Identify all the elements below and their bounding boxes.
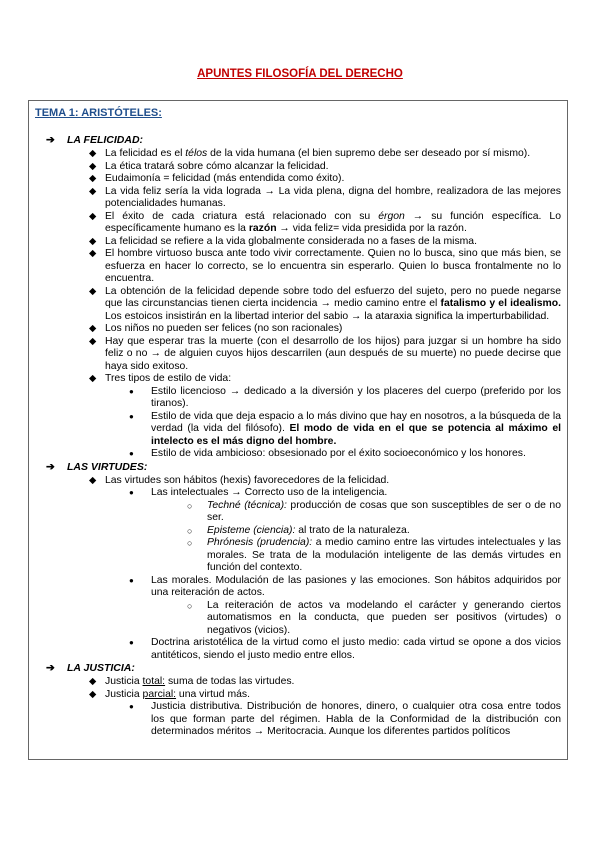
list-item: ◆ La ética tratará sobre cómo alcanzar la felicidad. (105, 161, 561, 174)
list-item: ◆ El éxito de cada criatura está relacionado con su érgon → su función específica. Lo específicamente humano es la razón → vida feliz= vida presidida por la razón. (105, 211, 561, 236)
sub-item: ● Estilo de vida ambicioso: obsesionado por el éxito socioeconómico y los honores. (151, 448, 561, 461)
sub-item: ● Doctrina aristotélica de la virtud como el justo medio: cada virtud se opone a dos vicios antitéticos, siendo el justo medio entre ellos. (151, 637, 561, 662)
list-item: ◆ El hombre virtuoso busca ante todo vivir correctamente. Quien no lo busca, sino que más bien, se esfuerza en hacer lo correcto, se lo encuentra sin esperarlo. Quien lo busca frontalmente no lo encuentra. (105, 248, 561, 286)
sub-item: ● Las intelectuales → Correcto uso de la inteligencia. (151, 487, 561, 500)
sub-item: ● Estilo de vida que deja espacio a lo más divino que hay en nosotros, a la búsqueda de la verdad (la vida del filósofo). El modo de vida en el que se potencia al máximo el intelecto es el más digno del hombre. (151, 411, 561, 449)
arrow-icon: ➔ (46, 460, 55, 473)
list-item: ◆ Hay que esperar tras la muerte (con el desarrollo de los hijos) para juzgar si un hombre ha sido feliz o no → de alguien cuyos hijos descarrilen (aun después de su muerte) no puede decirse que haya sido exitoso. (105, 336, 561, 374)
page-title: APUNTES FILOSOFÍA DEL DERECHO (197, 68, 403, 80)
sub-sub-item: ○ La reiteración de actos va modelando el carácter y generando ciertos automatismos en la conducta, que pueden ser positivos (virtudes) o negativos (vicios). (207, 600, 561, 638)
sub-item: ● Las morales. Modulación de las pasiones y las emociones. Son hábitos adquiridos por una reiteración de actos. (151, 575, 561, 600)
list-item: ◆ Los niños no pueden ser felices (no son racionales) (105, 323, 561, 336)
section-felicidad: ➔ LA FELICIDAD: (46, 134, 144, 146)
list-item: ◆ La felicidad se refiere a la vida globalmente considerada no a fases de la misma. (105, 236, 561, 249)
sub-item: ● Justicia distributiva. Distribución de honores, dinero, o cualquier otra cosa entre todos los que forman parte del régimen. Habla de la Conformidad de la distribución con determinados méritos → Meritocracia. Aunque los diferentes partidos políticos (151, 701, 561, 739)
sub-sub-item: ○ Episteme (ciencia): al trato de la naturaleza. (207, 525, 561, 538)
sub-sub-item: ○ Phrónesis (prudencia): a medio camino entre las virtudes intelectuales y las morales. Se trata de la modulación inteligente de las demás virtudes en función del contexto. (207, 537, 561, 575)
list-item: ◆ Eudaimonía = felicidad (más entendida como éxito). (105, 173, 561, 186)
section-justicia: ➔ LA JUSTICIA: (46, 662, 135, 674)
list-item: ◆ La felicidad es el télos de la vida humana (el bien supremo debe ser deseado por sí mismo). (105, 148, 561, 161)
notes-box (28, 100, 568, 760)
list-item: ◆ Las virtudes son hábitos (hexis) favorecedores de la felicidad. (105, 475, 561, 488)
sub-item: ● Estilo licencioso → dedicado a la diversión y los placeres del cuerpo (preferido por los tiranos). (151, 386, 561, 411)
list-item: ◆ Justicia total: suma de todas las virtudes. (105, 676, 561, 689)
list-item: ◆ La obtención de la felicidad depende sobre todo del esfuerzo del sujeto, pero no puede negarse que las circunstancias tienen cierta incidencia → medio camino entre el fatalismo y el idealismo. Los estoicos insistirán en la libertad interior del sabio → la ataraxia significa la imperturbabilidad. (105, 286, 561, 324)
section-virtudes: ➔ LAS VIRTUDES: (46, 460, 148, 473)
notes-content (29, 134, 568, 739)
tema-heading: TEMA 1: ARISTÓTELES: (35, 107, 162, 119)
list-item: ◆ Justicia parcial: una virtud más. (105, 689, 561, 702)
arrow-icon: ➔ (46, 134, 55, 146)
sub-sub-item: ○ Techné (técnica): producción de cosas que son susceptibles de ser o de no ser. (207, 500, 561, 525)
list-item: ◆ La vida feliz sería la vida lograda → La vida plena, digna del hombre, realizadora de las mejores potencialidades humanas. (105, 186, 561, 211)
arrow-icon: ➔ (46, 662, 55, 674)
list-item: ◆ Tres tipos de estilo de vida: (105, 373, 561, 386)
